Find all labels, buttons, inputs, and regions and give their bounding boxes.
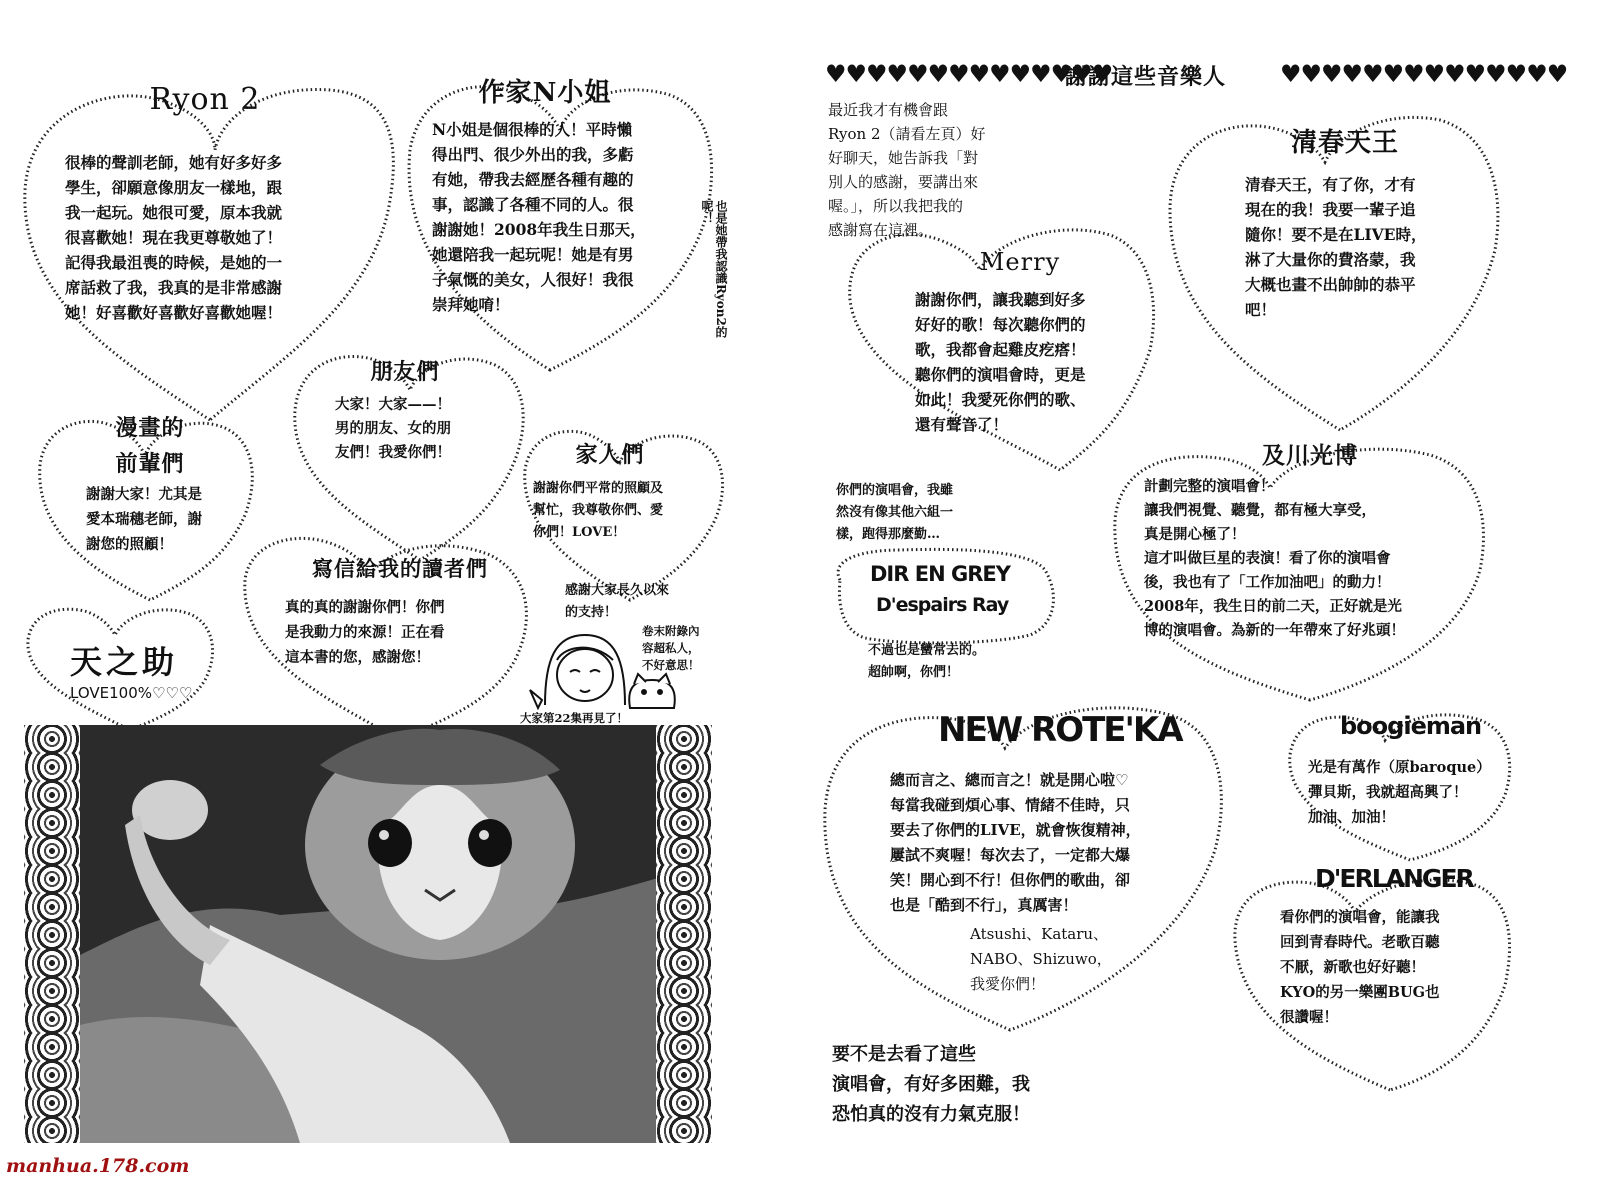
seishun-title: 清春天王: [1290, 128, 1399, 158]
oikawa-title: 及川光博: [1262, 442, 1358, 469]
lace-border-right: [656, 725, 712, 1143]
author-bye: 大家第22集再見了！: [520, 711, 629, 725]
closing-text: 要不是去看了這些 演唱會，有好多困難，我 恐怕真的沒有力氣克服！: [832, 1044, 1030, 1125]
intro-text: 最近我才有機會跟 Ryon 2（請看左頁）好 好聊天，她告訴我「對 別人的感謝，要講出來 喔。」，所以我把我的 感謝寫在這裡。: [828, 101, 986, 239]
roteka-title: NEW ROTE'KA: [938, 710, 1182, 750]
dir-logo-2: D'espairs Ray: [876, 594, 1009, 616]
friends-title: 朋友們: [370, 359, 440, 385]
ryon-body: 很棒的聲訓老師，她有好多好多 學生，卻願意像朋友一樣地，跟 我一起玩。她很可愛，原本我就 很喜歡她！現在我更尊敬她了！ 記得我最沮喪的時候，是她的一 席話救了我，我真的是非常感謝 她！好喜歡好喜歡好喜歡她喔！: [65, 153, 283, 322]
family-title: 家人們: [575, 442, 645, 468]
derlanger-title: D'ERLANGER: [1315, 864, 1473, 893]
site-watermark: manhua.178.com: [6, 1155, 190, 1177]
tennosuke-title: 天之助: [70, 643, 179, 681]
merry-title: Merry: [979, 248, 1061, 276]
dir-note-top: 你們的演唱會，我雖 然沒有像其他六組一 樣，跑得那麼勤…: [836, 483, 954, 542]
oikawa-body: 計劃完整的演唱會！ 讓我們視覺、聽覺，都有極大享受， 真是開心極了！ 這才叫做巨星的表演！看了你的演唱會 後，我也有了「工作加油吧」的動力！ 2008年，我生日的前二天，正好就是光 博的演唱會。為新的一年帶來了好兆頭！: [1144, 478, 1405, 639]
seishun-body: 清春天王，有了你，才有 現在的我！我要一輩子追 隨你！要不是在LIVE時， 淋了大量你的費洛蒙，我 大概也畫不出帥帥的恭平 吧！: [1245, 175, 1427, 319]
friends-body: 大家！大家——！ 男的朋友、女的朋 友們！我愛你們！: [335, 396, 451, 461]
seniors-body: 謝謝大家！尤其是 愛本瑞穗老師，謝 謝您的照顧！: [86, 486, 202, 553]
dir-logo-1: DIR EN GREY: [870, 562, 1010, 586]
cat-doodle-illustration: [622, 670, 682, 710]
n-body: N小姐是個很棒的人！平時懶 得出門、很少外出的我，多虧 有她，帶我去經歷各種有趣的 事，認識了各種不同的人。很 謝謝她！2008年我生日那天， 她還陪我一起玩呢！她是有男 子氣慨的美女，人很好！我很 崇拜她唷！: [432, 120, 646, 314]
author-thanks: 感謝大家長久以來 的支持！: [565, 583, 670, 620]
boogieman-title: boogieman: [1340, 712, 1482, 740]
readers-title: 寫信給我的讀者們: [312, 556, 488, 581]
roteka-members: Atsushi、Kataru、 NABO、Shizuwo， 我愛你們！: [970, 925, 1112, 993]
header-hearts-right: ♥♥♥♥♥♥♥♥♥♥♥♥♥♥: [1280, 60, 1568, 88]
cat-photo: [80, 725, 668, 1143]
n-side-note: 也是她帶我認識Ryon2的呢！: [700, 200, 728, 338]
family-body: 謝謝你們平常的照顧及 幫忙，我尊敬你們、愛 你們！LOVE！: [533, 481, 664, 540]
ryon-title: Ryon 2: [149, 82, 261, 117]
header-hearts-left: ♥♥♥♥♥♥♥♥♥♥♥♥♥♥: [825, 60, 1113, 88]
tennosuke-sub: LOVE100%♡♡♡: [70, 684, 193, 702]
merry-body: 謝謝你們，讓我聽到好多 好好的歌！每次聽你們的 歌，我都會起雞皮疙瘩！ 聽你們的演唱會時，更是 如此！我愛死你們的歌、 還有聲音了！: [915, 290, 1086, 434]
readers-body: 真的真的謝謝你們！你們 是我動力的來源！正在看 這本書的您，感謝您！: [285, 599, 445, 666]
cat-photo-frame: [24, 725, 719, 1143]
n-title: 作家N小姐: [478, 78, 612, 108]
derlanger-body: 看你們的演唱會，能讓我 回到青春時代。老歌百聽 不厭，新歌也好好聽！ KYO的另一樂團BUG也 很讚喔！: [1280, 909, 1440, 1026]
header-title: 謝謝這些音樂人: [1065, 64, 1227, 90]
seniors-title: 漫畫的 前輩們: [115, 415, 185, 477]
boogieman-body: 光是有萬作（原baroque） 彈貝斯，我就超高興了！ 加油、加油！: [1308, 759, 1491, 826]
cat-photo-illustration: [80, 725, 668, 1143]
music-header: [825, 60, 1568, 92]
dir-note-bottom: 不過也是蠻常去的。 超帥啊，你們！: [868, 643, 986, 680]
author-aside: 卷末附錄內 容超私人， 不好意思！: [642, 624, 700, 672]
roteka-body: 總而言之、總而言之！就是開心啦♡ 每當我碰到煩心事、情緒不佳時，只 要去了你們的LIVE，就會恢復精神， 屢試不爽喔！每次去了，一定都大爆 笑！開心到不行！但你們的歌曲，卻 也是「酷到不行」，真厲害！: [890, 771, 1141, 914]
lace-border-left: [24, 725, 80, 1143]
